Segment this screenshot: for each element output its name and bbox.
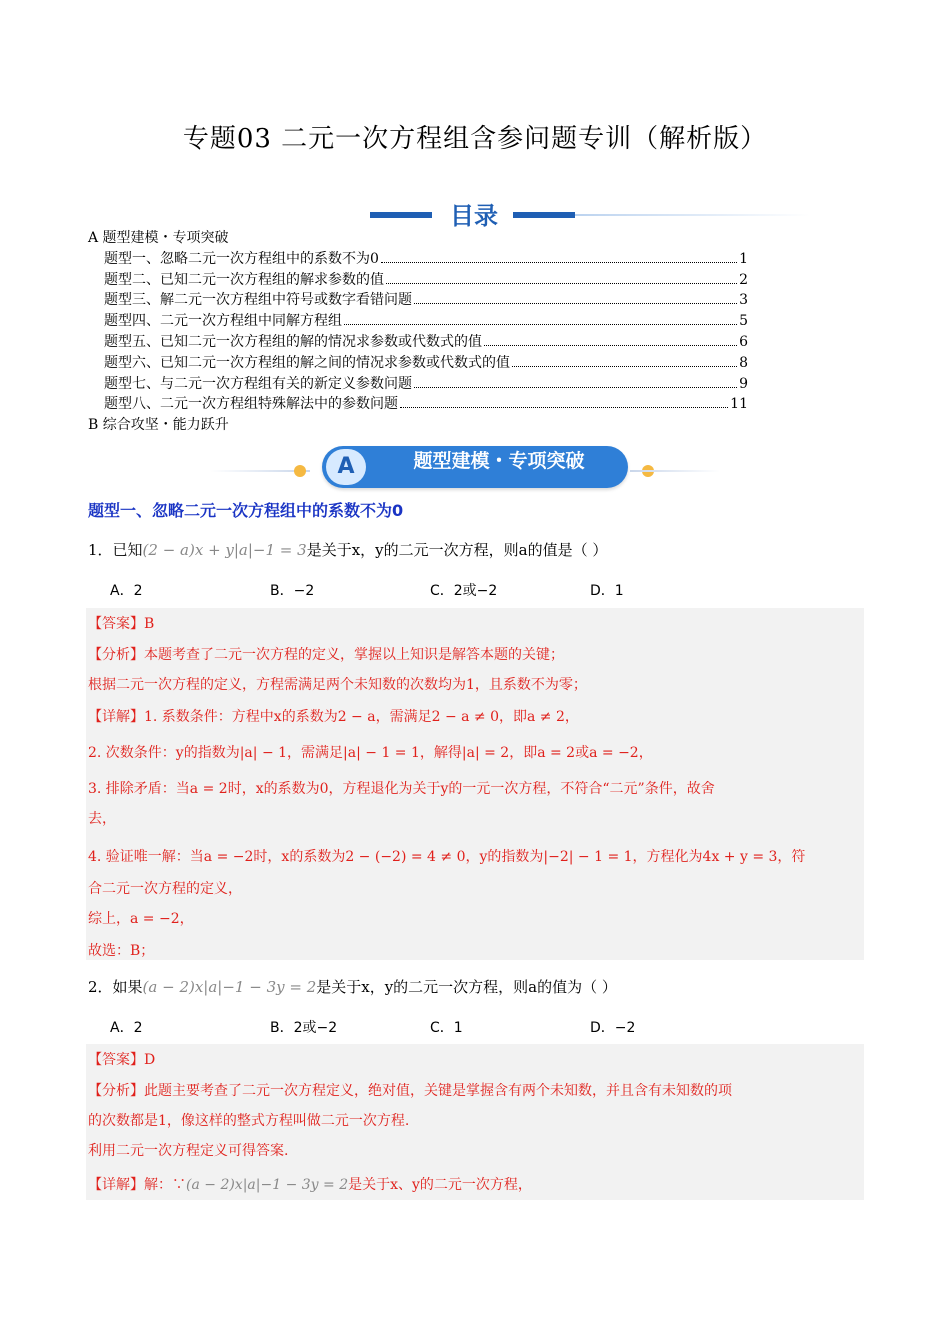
question-1-options — [110, 580, 750, 600]
type-heading: 题型一、忽略二元一次方程组中的系数不为0 — [88, 501, 404, 520]
toc-item[interactable]: 题型二、已知二元一次方程组的解求参数的值 2 — [104, 271, 748, 288]
option-a[interactable]: A．2 — [110, 1020, 143, 1036]
option-b[interactable]: B．2或−2 — [270, 1020, 338, 1036]
option-a[interactable]: A．2 — [110, 583, 143, 599]
option-b[interactable]: B．−2 — [270, 583, 315, 599]
toc-item[interactable]: 题型四、二元一次方程组中同解方程组 5 — [104, 313, 748, 330]
toc-item[interactable]: B 综合攻坚・能力跃升 — [88, 417, 229, 434]
toc-item[interactable]: 题型一、忽略二元一次方程组中的系数不为0 1 — [104, 250, 748, 267]
analysis-text: 【分析】本题考查了二元一次方程的定义，掌握以上知识是解答本题的关键； — [88, 647, 564, 663]
analysis-text: 利用二元一次方程定义可得答案. — [88, 1143, 289, 1159]
toc-decor-bar-left — [370, 212, 432, 218]
toc-decor-bar-right — [513, 212, 575, 218]
section-banner — [210, 446, 720, 490]
answer-label: 【答案】B — [88, 616, 155, 632]
detail-text: 3. 排除矛盾：当a = 2时，x的系数为0，方程退化为关于y的一元一次方程，不符合“二元”条件，故舍 — [88, 781, 715, 797]
detail-text: 故选：B； — [88, 943, 155, 959]
question-2: 2．如果(a − 2)x|a|−1 − 3y = 2是关于x，y的二元一次方程，则a的值为（ ） — [88, 978, 617, 996]
detail-text: 去， — [88, 811, 116, 827]
detail-text: 【详解】1. 系数条件：方程中x的系数为2 − a，需满足2 − a ≠ 0，即a ≠ 2， — [88, 709, 579, 725]
detail-text: 综上，a = −2， — [88, 911, 194, 927]
banner-dot-icon — [294, 465, 306, 477]
toc-heading: 目录 — [450, 202, 498, 230]
question-2-options — [110, 1017, 750, 1037]
answer-block-2 — [86, 1044, 864, 1200]
analysis-text: 的次数都是1，像这样的整式方程叫做二元一次方程. — [88, 1113, 410, 1129]
toc-item[interactable]: 题型五、已知二元一次方程组的解的情况求参数或代数式的值 6 — [104, 333, 748, 350]
formula: (2 − a)x + y|a|−1 = 3 — [142, 541, 307, 559]
option-c[interactable]: C．2或−2 — [430, 583, 498, 599]
option-c[interactable]: C．1 — [430, 1020, 463, 1036]
analysis-text: 【分析】此题主要考查了二元一次方程定义，绝对值，关键是掌握含有两个未知数，并且含有未知数的项 — [88, 1083, 732, 1099]
detail-text: 【详解】解：∵(a − 2)x|a|−1 − 3y = 2是关于x、y的二元一次方程， — [88, 1177, 532, 1193]
toc-item[interactable]: 题型三、解二元一次方程组中符号或数字看错问题 3 — [104, 292, 748, 309]
detail-text: 4. 验证唯一解：当a = −2时，x的系数为2 − (−2) = 4 ≠ 0，y的指数为|−2| − 1 = 1，方程化为4x + y = 3，符 — [88, 849, 806, 865]
banner-decor-line — [630, 470, 720, 472]
toc-item[interactable]: 题型七、与二元一次方程组有关的新定义参数问题 9 — [104, 375, 748, 392]
answer-block-1 — [86, 608, 864, 960]
toc-decor-line — [575, 214, 810, 216]
option-d[interactable]: D．−2 — [590, 1020, 636, 1036]
question-1: 1．已知(2 − a)x + y|a|−1 = 3是关于x，y的二元一次方程，则a的值是（ ） — [88, 541, 608, 559]
toc-item[interactable]: 题型六、已知二元一次方程组的解之间的情况求参数或代数式的值 8 — [104, 354, 748, 371]
table-of-contents — [88, 228, 748, 436]
section-title: 题型建模・专项突破 — [413, 450, 585, 472]
analysis-text: 根据二元一次方程的定义，方程需满足两个未知数的次数均为1，且系数不为零； — [88, 677, 587, 693]
toc-item[interactable]: A 题型建模・专项突破 — [88, 230, 229, 246]
section-letter: A — [326, 449, 366, 485]
formula: (a − 2)x|a|−1 − 3y = 2 — [142, 978, 317, 996]
detail-text: 2. 次数条件：y的指数为|a| − 1，需满足|a| − 1 = 1，解得|a| = 2，即a = 2或a = −2， — [88, 745, 653, 761]
option-d[interactable]: D．1 — [590, 583, 624, 599]
toc-item[interactable]: 题型八、二元一次方程组特殊解法中的参数问题 11 — [104, 396, 748, 413]
toc-heading-banner — [370, 196, 810, 232]
page-title: 专题03 二元一次方程组含参问题专训（解析版） — [182, 124, 768, 154]
formula: (a − 2)x|a|−1 − 3y = 2 — [186, 1177, 349, 1193]
detail-text: 合二元一次方程的定义， — [88, 881, 242, 897]
answer-label: 【答案】D — [88, 1052, 156, 1068]
